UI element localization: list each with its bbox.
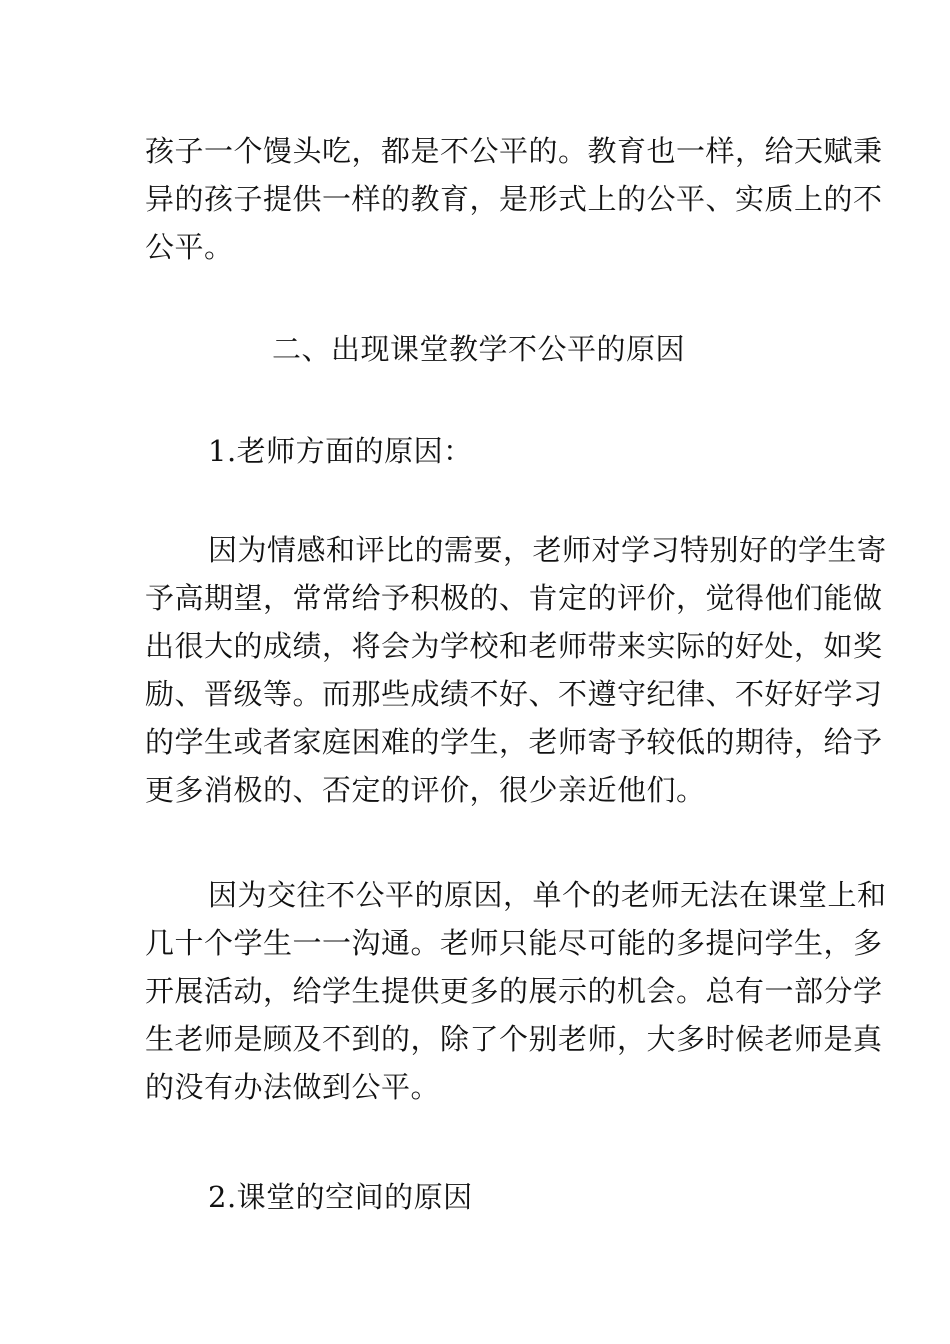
- subheading: 2.课堂的空间的原因: [208, 1180, 473, 1214]
- subheading: 1.老师方面的原因：: [208, 434, 473, 468]
- paragraph-line: 异的孩子提供一样的教育，是形式上的公平、实质上的不: [145, 182, 883, 216]
- paragraph-line: 因为情感和评比的需要，老师对学习特别好的学生寄: [208, 533, 887, 567]
- paragraph-line: 生老师是顾及不到的，除了个别老师，大多时候老师是真: [145, 1022, 883, 1056]
- paragraph-line: 予高期望，常常给予积极的、肯定的评价，觉得他们能做: [145, 581, 883, 615]
- paragraph-line: 励、晋级等。而那些成绩不好、不遵守纪律、不好好学习: [145, 677, 883, 711]
- paragraph-line: 开展活动，给学生提供更多的展示的机会。总有一部分学: [145, 974, 883, 1008]
- paragraph-line: 出很大的成绩，将会为学校和老师带来实际的好处，如奖: [145, 629, 883, 663]
- paragraph-line: 因为交往不公平的原因，单个的老师无法在课堂上和: [208, 878, 887, 912]
- section-heading: 二、出现课堂教学不公平的原因: [272, 332, 686, 366]
- paragraph-line: 的没有办法做到公平。: [145, 1070, 441, 1104]
- paragraph-line: 的学生或者家庭困难的学生，老师寄予较低的期待，给予: [145, 725, 883, 759]
- paragraph-line: 更多消极的、否定的评价，很少亲近他们。: [145, 773, 706, 807]
- paragraph-line: 孩子一个馒头吃，都是不公平的。教育也一样，给天赋秉: [145, 134, 883, 168]
- paragraph-line: 几十个学生一一沟通。老师只能尽可能的多提问学生，多: [145, 926, 883, 960]
- paragraph-line: 公平。: [145, 230, 234, 264]
